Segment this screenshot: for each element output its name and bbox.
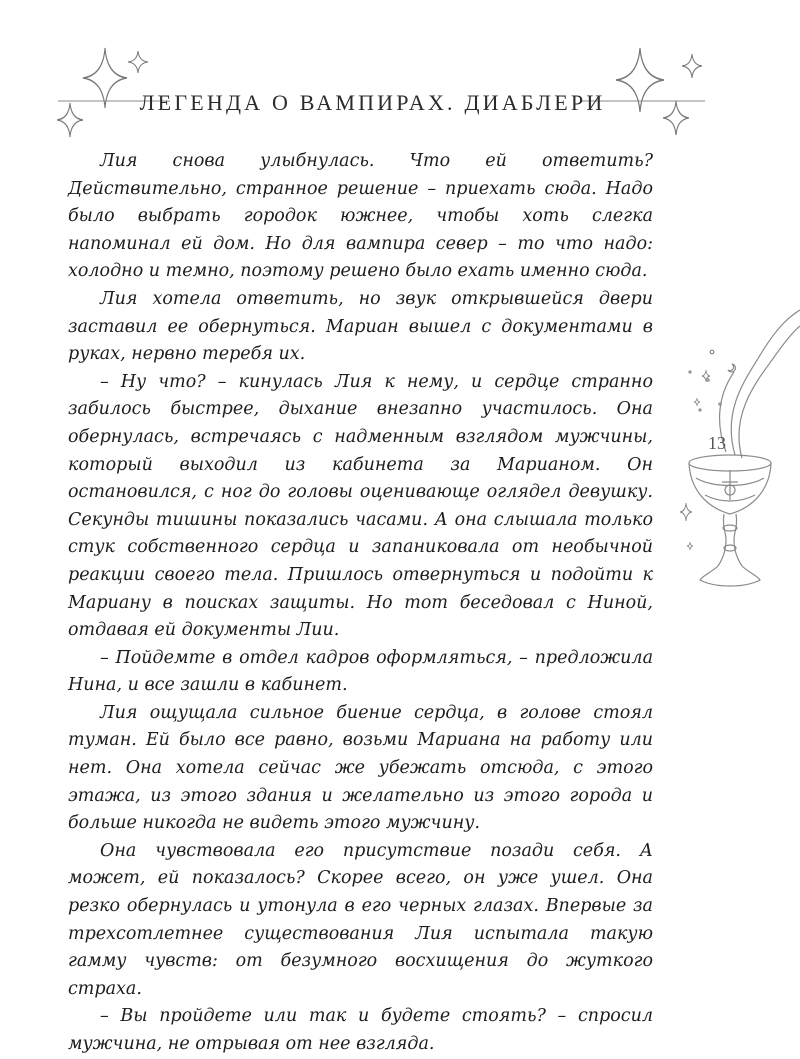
paragraph: – Пойдемте в отдел кадров оформляться, – предложила Нина, и все зашли в кабинет.	[68, 647, 653, 696]
paragraph: Лия хотела ответить, но звук открывшейся двери заставил ее обернуться. Мариан вышел с документами в руках, нервно теребя их.	[68, 288, 653, 365]
paragraph: Лия снова улыбнулась. Что ей ответить? Действительно, странное решение – приехать сюда. Надо было выбрать городок южнее, чтобы хоть слегка напоминал ей дом. Но для вампира север – то что надо: холодно и темно, поэтому решено было ехать именно сюда.	[68, 151, 653, 282]
body-text	[68, 148, 653, 1059]
page-number: 13	[708, 433, 726, 453]
paragraph: Она чувствовала его присутствие позади себя. А может, ей показалось? Скорее всего, он уже ушел. Она резко обернулась и утонула в его черных глазах. Впервые за трехсотлетнее существования Лия испытала такую гамму чувств: от безумного восхищения до жуткого страха.	[68, 840, 653, 999]
paragraph: – Ну что? – кинулась Лия к нему, и сердце странно забилось быстрее, дыхание внезапно участилось. Она обернулась, встречаясь с надменным взглядом мужчины, который выходил из кабинета за Марианом. Он остановился, с ног до головы оценивающе оглядел девушку. Секунды тишины показались часами. А она слышала только стук собственного сердца и запаниковала от необычной реакции своего тела. Пришлось отвернуться и подойти к Мариану в поисках защиты. Но тот беседовал с Ниной, отдавая ей документы Лии.	[68, 371, 653, 641]
paragraph: – Вы пройдете или так и будете стоять? – спросил мужчина, не отрывая от нее взгляда.	[68, 1006, 653, 1054]
goblet-with-magic-smoke-icon	[680, 310, 800, 586]
paragraph: Лия ощущала сильное биение сердца, в голове стоял туман. Ей было все равно, возьми Мариана на работу или нет. Она хотела сейчас же убежать отсюда, с этого этажа, из этого здания и желательно из этого города и больше никогда не видеть этого мужчину.	[68, 702, 653, 834]
running-header-title: ЛЕГЕНДА О ВАМПИРАХ. ДИАБЛЕРИ	[139, 90, 606, 115]
